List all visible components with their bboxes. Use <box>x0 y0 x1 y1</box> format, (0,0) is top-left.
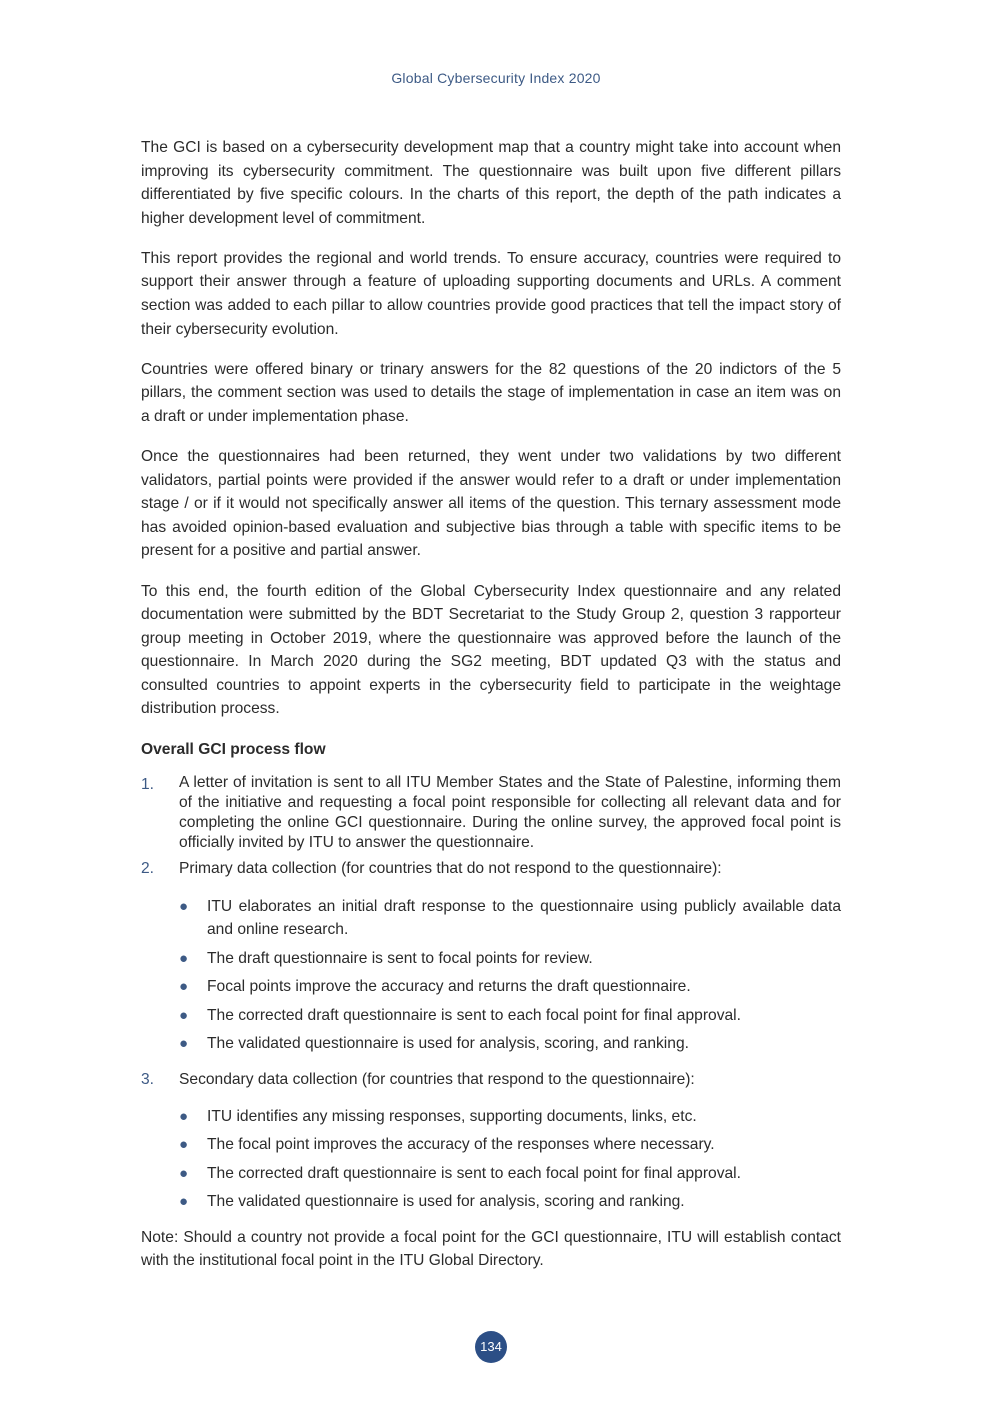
step-item <box>141 1068 841 1214</box>
bullet-text: Focal points improve the accuracy and returns the draft questionnaire. <box>207 978 691 996</box>
paragraph-validation: Once the questionnaires had been returned, they went under two validations by two different validators, partial points were provided if the answer would refer to a draft or under implementation stage / or if it would not specifically answer all items of the question. This ternary assessment mode has avoided opinion-based evaluation and subjective bias through a table with specific items to be present for a positive and partial answer. <box>141 448 841 560</box>
bullet-text: The corrected draft questionnaire is sent to each focal point for final approval. <box>207 1006 741 1024</box>
paragraph-trends: This report provides the regional and world trends. To ensure accuracy, countries were required to support their answer through a feature of uploading supporting documents and URLs. A comment section was added to each pillar to allow countries provide good practices that tell the impact story of their cybersecurity evolution. <box>141 249 841 338</box>
bullet-text: The draft questionnaire is sent to focal points for review. <box>207 949 593 967</box>
note-paragraph: Note: Should a country not provide a focal point for the GCI questionnaire, ITU will establish contact with the institutional focal point in the ITU Global Directory. <box>141 1228 841 1270</box>
step-text: A letter of invitation is sent to all ITU Member States and the State of Palestine, informing them of the initiative and requesting a focal point responsible for collecting all relevant data and for completing the online GCI questionnaire. During the online survey, the approved focal point is officially invited by ITU to answer the questionnaire. <box>179 774 841 852</box>
bullet-icon: ● <box>179 1108 189 1126</box>
bullet-text: The validated questionnaire is used for analysis, scoring, and ranking. <box>207 1034 689 1052</box>
bullet-icon: ● <box>179 1006 189 1024</box>
bullet-icon: ● <box>179 1193 189 1211</box>
bullet-icon: ● <box>179 1164 189 1182</box>
step-number: 1. <box>141 776 155 794</box>
bullet-text: The corrected draft questionnaire is sent to each focal point for final approval. <box>207 1164 741 1182</box>
bullet-text: ITU identifies any missing responses, supporting documents, links, etc. <box>207 1108 697 1126</box>
process-steps <box>141 773 841 1214</box>
bullet-icon: ● <box>179 949 189 967</box>
bullet-text: ITU elaborates an initial draft response to the questionnaire using publicly available data and online research. <box>207 897 841 939</box>
bullet-item <box>179 1190 841 1214</box>
bullet-list <box>179 895 841 1056</box>
bullet-item <box>179 1133 841 1157</box>
section-heading: Overall GCI process flow <box>141 740 326 758</box>
step-number: 3. <box>141 1070 155 1088</box>
paragraph-gci-basis: The GCI is based on a cybersecurity development map that a country might take into account when improving its cybersecurity commitment. The questionnaire was built upon five different pillars differentiated by five specific colours. In the charts of this report, the depth of the path indicates a higher development level of commitment. <box>141 139 841 227</box>
step-text: Primary data collection (for countries that do not respond to the questionnaire): <box>179 860 722 878</box>
bullet-item <box>179 1032 841 1056</box>
step-text: Secondary data collection (for countries that respond to the questionnaire): <box>179 1070 695 1088</box>
paragraph-answers: Countries were offered binary or trinary answers for the 82 questions of the 20 indictors of the 5 pillars, the comment section was used to details the stage of implementation in case an item was on a draft or under implementation phase. <box>141 360 841 425</box>
bullet-text: The validated questionnaire is used for analysis, scoring and ranking. <box>207 1193 685 1211</box>
step-item <box>141 857 841 1055</box>
step-number: 2. <box>141 860 155 878</box>
bullet-item <box>179 895 841 942</box>
bullet-icon: ● <box>179 978 189 996</box>
bullet-icon: ● <box>179 1136 189 1154</box>
bullet-icon: ● <box>179 897 189 915</box>
bullet-item <box>179 975 841 999</box>
bullet-item <box>179 947 841 971</box>
paragraph-fourth-edition: To this end, the fourth edition of the Global Cybersecurity Index questionnaire and any related documentation were submitted by the BDT Secretariat to the Study Group 2, question 3 rapporteur group meeting in October 2019, where the questionnaire was approved before the launch of the questionnaire. In March 2020 during the SG2 meeting, BDT updated Q3 with the status and consulted countries to appoint experts in the cybersecurity field to participate in the weightage distribution process. <box>141 582 841 718</box>
bullet-text: The focal point improves the accuracy of the responses where necessary. <box>207 1136 715 1154</box>
running-header: Global Cybersecurity Index 2020 <box>391 70 601 86</box>
bullet-list <box>179 1105 841 1214</box>
bullet-item <box>179 1162 841 1186</box>
step-item <box>141 773 841 853</box>
page-number-badge: 134 <box>475 1331 507 1363</box>
bullet-icon: ● <box>179 1034 189 1052</box>
bullet-item <box>179 1105 841 1129</box>
page-body <box>141 136 841 1290</box>
bullet-item <box>179 1004 841 1028</box>
